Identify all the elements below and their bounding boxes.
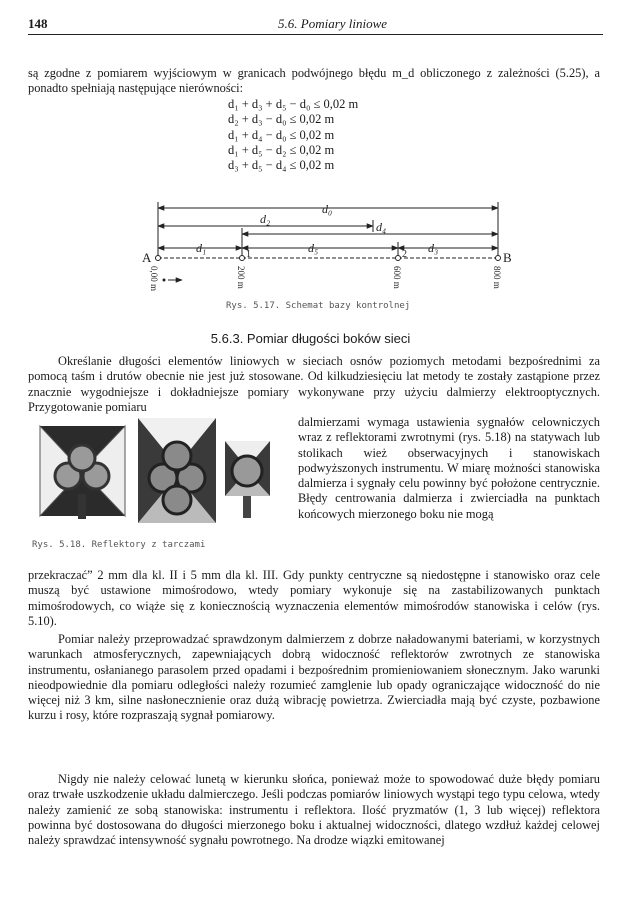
label-d4: d₄ (376, 220, 387, 234)
label-d0: d₀ (322, 202, 333, 216)
page-number: 148 (28, 16, 48, 31)
equation-4: d₁ + d₅ − d₂ ≤ 0,02 m (228, 142, 335, 157)
intro-paragraph: są zgodne z pomiarem wyjściowym w granicach podwójnego błędu m_d obliczonego z zależności (5.25), a ponadto spełniają następujące nierówności: (28, 66, 600, 96)
reflector-1 (40, 426, 125, 519)
label-point-2: 2 (402, 249, 407, 260)
label-d2: d₂ (260, 212, 271, 226)
distance-B: 800 m (492, 266, 502, 289)
point-2-marker (396, 256, 401, 261)
point-A-marker (156, 256, 161, 261)
label-d5: d₅ (308, 241, 319, 255)
label-d1: d₁ (196, 241, 207, 255)
equation-5: d₃ + d₅ − d₄ ≤ 0,02 m (228, 158, 335, 173)
paragraph-3: Nigdy nie należy celować lunetą w kierunku słońca, ponieważ może to spowodować duże błędy pomiaru oraz trwałe uszkodzenie układu dalmierczego. Jeśli podczas pomiarów liniowych wystąpi tego typu celowa, wtedy należy zamienić ze sobą stanowiska: instrumentu i reflektora. Ilość pryzmatów (1, 3 lub więcej) reflektora powinna być dostosowana do długości mierzonego boku i aktualnej widoczności, dlatego wzdłuż każdej celowej należy sprawdzać intensywność sygnału powrotnego. Na drodze wiązki emitowanej (28, 772, 600, 848)
equation-2: d₂ + d₃ − d₀ ≤ 0,02 m (228, 112, 335, 127)
figure-5-17-caption: Rys. 5.17. Schemat bazy kontrolnej (226, 301, 411, 311)
distance-2: 600 m (392, 266, 402, 289)
reflectors-photo (30, 416, 275, 526)
page-header (28, 14, 603, 35)
control-base-diagram (140, 198, 520, 294)
paragraph-1: Określanie długości elementów liniowych w sieciach osnów poziomych metodami bezpośrednimi za pomocą taśm i drutów obecnie nie jest już stosowane. Od kilkudziesięciu lat metody te zostały zastąpione przez znacznie wygodniejsze i dokładniejsze pomiary wykonywane przy użyciu dalmierzy elektrooptycznych. Przygotowanie pomiaru (28, 354, 600, 414)
paragraph-2: Pomiar należy przeprowadzać sprawdzonym dalmierzem z dobrze naładowanymi bateriami, w korzystnych warunkach atmosferycznych, zapewniających dobrą widoczność reflektorów zwrotnych ze stanowiska instrumentu, osłanianego parasolem przed opadami i bezpośrednim promieniowaniem słonecznym. Jako warunki nieodpowiednie dla pomiaru odległości należy rozumieć zamglenie lub opady ograniczające widoczność do nie więcej niż 3 km, silne nasłonecznienie oraz dużą wibrację powietrza. Zwierciadła mają być czyste, pozbawione kurzu i rosy, które rozpraszają sygnał pomiarowy. (28, 632, 600, 723)
running-section-title: 5.6. Pomiary liniowe (278, 16, 388, 31)
label-point-A: A (142, 250, 152, 265)
figure-5-18-caption: Rys. 5.18. Reflektory z tarczami (32, 540, 206, 550)
label-point-1: 1 (246, 249, 251, 260)
label-point-B: B (503, 250, 512, 265)
equation-3: d₁ + d₄ − d₀ ≤ 0,02 m (228, 127, 335, 142)
subsection-title: 5.6.3. Pomiar długości boków sieci (210, 331, 411, 346)
reflector-3 (225, 441, 270, 518)
equation-1: d₁ + d₃ + d₅ − d₀ ≤ 0,02 m (228, 97, 359, 111)
reflector-2 (138, 418, 216, 523)
distance-A: 0,00 m (149, 266, 159, 292)
distance-1: 200 m (236, 266, 246, 289)
sight-dot (163, 279, 166, 282)
paragraph-1-end: przekraczać” 2 mm dla kl. II i 5 mm dla kl. III. Gdy punkty centryczne są niedostępne i stanowisko oraz cele muszą być ustawione mimośrodowo, wtedy pomiary wykonuje się na zastabilizowanych punktach mimośrodowych, co wiąże się z koniecznością wyznaczenia elementów mimośrodów stanowiska i celów (rys. 5.10). (28, 568, 600, 628)
point-B-marker (496, 256, 501, 261)
point-1-marker (240, 256, 245, 261)
paragraph-1-wrap: dalmierzami wymaga ustawienia sygnałów celowniczych wraz z reflektorami zwrotnymi (rys. 5.18) na statywach lub stolikach wież obserwacyjnych i stanowiskach podwyższonych instrumentu. W miarę możności stanowiska dalmierza i sygnały celu powinny być położone centrycznie. Błędy centrowania dalmierza i zwierciadła na punktach końcowych mierzonego boku nie mogą (298, 415, 600, 521)
label-d3: d₃ (428, 241, 439, 255)
inequalities (228, 97, 428, 173)
